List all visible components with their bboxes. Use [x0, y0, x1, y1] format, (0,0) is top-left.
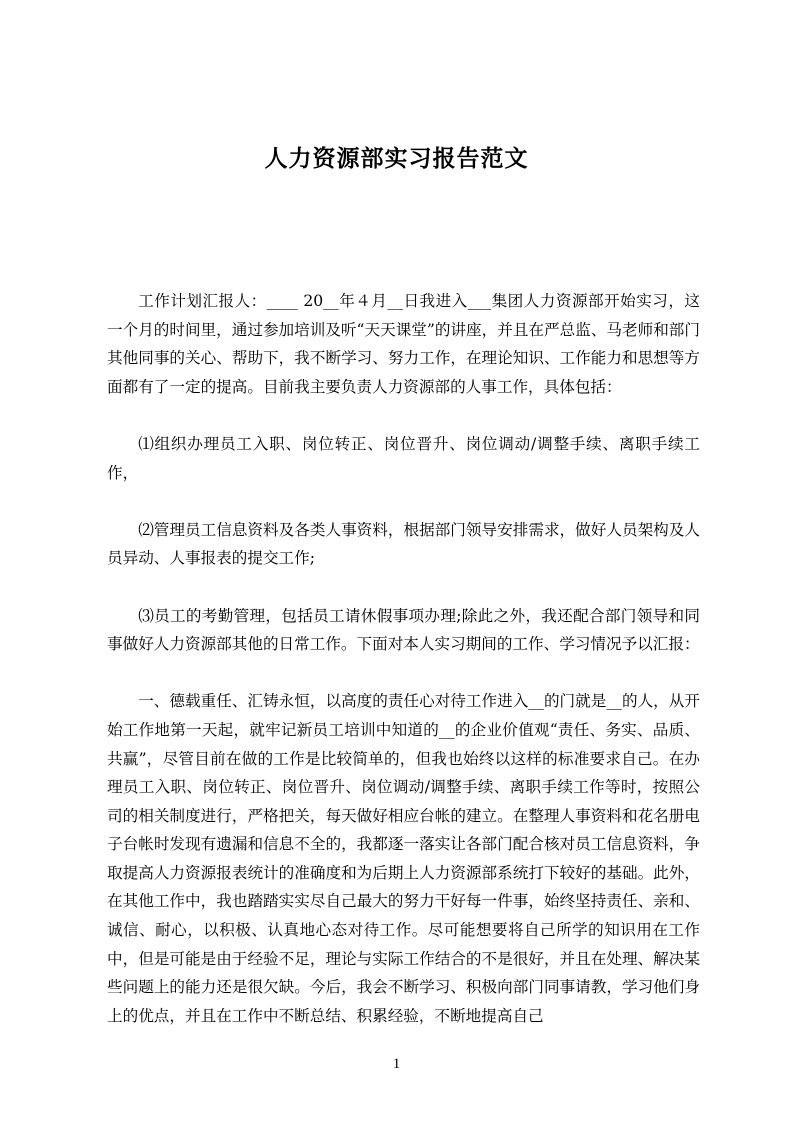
- paragraph-intro: 工作计划汇报人：____ 20__年４月__日我进入___集团人力资源部开始实习，这一个月的时间里，通过参加培训及听“天天课堂”的讲座，并且在严总监、马老师和部门其他同事的关心、帮助下，我不断学习、努力工作，在理论知识、工作能力和思想等方面都有了一定的提高。目前我主要负责人力资源部的人事工作，具体包括：: [107, 292, 700, 396]
- paragraph-item-2: ⑵管理员工信息资料及各类人事资料，根据部门领导安排需求，做好人员架构及人员异动、人事报表的提交工作;: [107, 520, 700, 568]
- paragraph-item-3: ⑶员工的考勤管理，包括员工请休假事项办理;除此之外，我还配合部门领导和同事做好人力资源部其他的日常工作。下面对本人实习期间的工作、学习情况予以汇报：: [107, 606, 700, 654]
- paragraph-item-1: ⑴组织办理员工入职、岗位转正、岗位晋升、岗位调动/调整手续、离职手续工作，: [107, 434, 700, 482]
- page-number: 1: [392, 1056, 401, 1072]
- document-body: [107, 287, 700, 1059]
- paragraph-section-1: 一、德载重任、汇铸永恒，以高度的责任心对待工作进入__的门就是__的人，从开始工作地第一天起，就牢记新员工培训中知道的__的企业价值观“责任、务实、品质、共赢”，尽管目前在做的工作是比较简单的，但我也始终以这样的标准要求自己。在办理员工入职、岗位转正、岗位晋升、岗位调动/调整手续、离职手续工作等时，按照公司的相关制度进行，严格把关，每天做好相应台帐的建立。在整理人事资料和花名册电子台帐时发现有遗漏和信息不全的，我都逐一落实让各部门配合核对员工信息资料，争取提高人力资源报表统计的准确度和为后期上人力资源部系统打下较好的基础。此外，在其他工作中，我也踏踏实实尽自己最大的努力干好每一件事，始终坚持责任、亲和、诚信、耐心，以积极、认真地心态对待工作。尽可能想要将自己所学的知识用在工作中，但是可能是由于经验不足，理论与实际工作结合的不是很好，并且在处理、解决某些问题上的能力还是很欠缺。今后，我会不断学习、积极向部门同事请教，学习他们身上的优点，并且在工作中不断总结、积累经验，不断地提高自己: [107, 692, 700, 1025]
- document-title: 人力资源部实习报告范文: [264, 145, 529, 172]
